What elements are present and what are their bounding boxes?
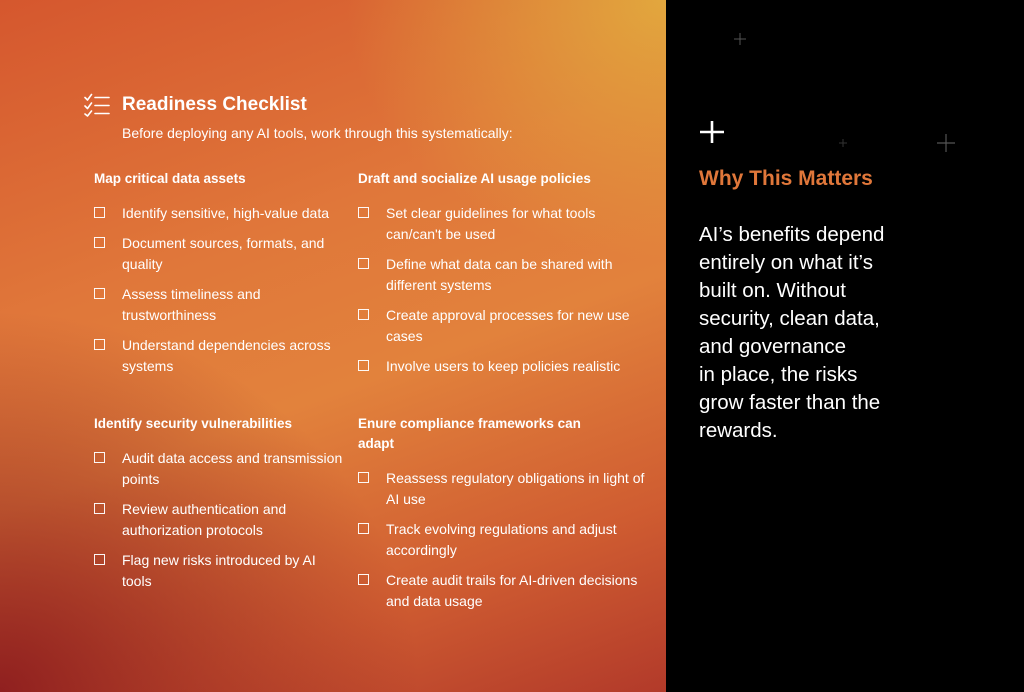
checkbox-icon[interactable] <box>358 309 369 320</box>
checkbox-icon[interactable] <box>358 523 369 534</box>
checklist-item-label: Audit data access and transmission points <box>122 450 343 487</box>
checklist-item[interactable] <box>358 203 648 245</box>
sparkle-plus-icon <box>936 133 956 153</box>
checkbox-icon[interactable] <box>358 360 369 371</box>
checkbox-icon[interactable] <box>94 554 105 565</box>
section-map-data-assets <box>94 169 344 386</box>
checklist-item-label: Track evolving regulations and adjust accordingly <box>386 521 617 558</box>
checklist-item-label: Define what data can be shared with different systems <box>386 256 613 293</box>
checklist-items <box>94 203 344 377</box>
checklist-item-label: Create audit trails for AI-driven decisions and data usage <box>386 572 638 609</box>
checklist-icon <box>84 93 110 117</box>
checklist-item-label: Reassess regulatory obligations in light of AI use <box>386 470 645 507</box>
section-security-vulnerabilities <box>94 414 344 601</box>
checkbox-icon[interactable] <box>358 472 369 483</box>
why-heading: Why This Matters <box>699 167 873 190</box>
sparkle-plus-icon <box>733 32 747 46</box>
checklist-items <box>94 448 344 592</box>
checklist-item[interactable] <box>358 305 648 347</box>
section-compliance-frameworks <box>358 414 648 621</box>
checklist-item[interactable] <box>94 203 344 224</box>
checklist-item-label: Document sources, formats, and quality <box>122 235 325 272</box>
checklist-item-label: Understand dependencies across systems <box>122 337 331 374</box>
checklist-item-label: Involve users to keep policies realistic <box>386 358 621 374</box>
checklist-item[interactable] <box>358 519 648 561</box>
checkbox-icon[interactable] <box>358 574 369 585</box>
section-ai-usage-policies <box>358 169 648 386</box>
checklist-item[interactable] <box>358 254 648 296</box>
checklist-title: Readiness Checklist <box>122 94 307 115</box>
checklist-items <box>358 203 648 377</box>
checkbox-icon[interactable] <box>94 237 105 248</box>
checkbox-icon[interactable] <box>94 339 105 350</box>
checklist-subtitle: Before deploying any AI tools, work through this systematically: <box>122 125 513 141</box>
checklist-item[interactable] <box>94 550 344 592</box>
section-heading: Enure compliance frameworks can adapt <box>358 416 581 451</box>
checkbox-icon[interactable] <box>94 452 105 463</box>
why-body: AI’s benefits depend entirely on what it’s built on. Without security, clean data, and governance in place, the risks grow faster than the rewards. <box>699 223 885 442</box>
checkbox-icon[interactable] <box>94 207 105 218</box>
checklist-item[interactable] <box>94 448 344 490</box>
checklist-item[interactable] <box>94 335 344 377</box>
checkbox-icon[interactable] <box>358 207 369 218</box>
checklist-item-label: Identify sensitive, high-value data <box>122 205 330 221</box>
checklist-item-label: Set clear guidelines for what tools can/can't be used <box>386 205 596 242</box>
checkbox-icon[interactable] <box>358 258 369 269</box>
checklist-item[interactable] <box>358 468 648 510</box>
checklist-item-label: Assess timeliness and trustworthiness <box>122 286 261 323</box>
checklist-item[interactable] <box>358 570 648 612</box>
checklist-item[interactable] <box>94 233 344 275</box>
sparkle-plus-icon <box>838 138 848 148</box>
section-heading: Map critical data assets <box>94 171 246 186</box>
checkbox-icon[interactable] <box>94 503 105 514</box>
checklist-item[interactable] <box>94 284 344 326</box>
checklist-item[interactable] <box>358 356 648 377</box>
section-heading: Draft and socialize AI usage policies <box>358 171 591 186</box>
section-heading: Identify security vulnerabilities <box>94 416 293 431</box>
checkbox-icon[interactable] <box>94 288 105 299</box>
plus-icon <box>699 120 725 144</box>
checklist-item-label: Review authentication and authorization protocols <box>122 501 287 538</box>
checklist-item-label: Flag new risks introduced by AI tools <box>122 552 316 589</box>
checklist-items <box>358 468 648 612</box>
checklist-item-label: Create approval processes for new use cases <box>386 307 630 344</box>
checklist-item[interactable] <box>94 499 344 541</box>
